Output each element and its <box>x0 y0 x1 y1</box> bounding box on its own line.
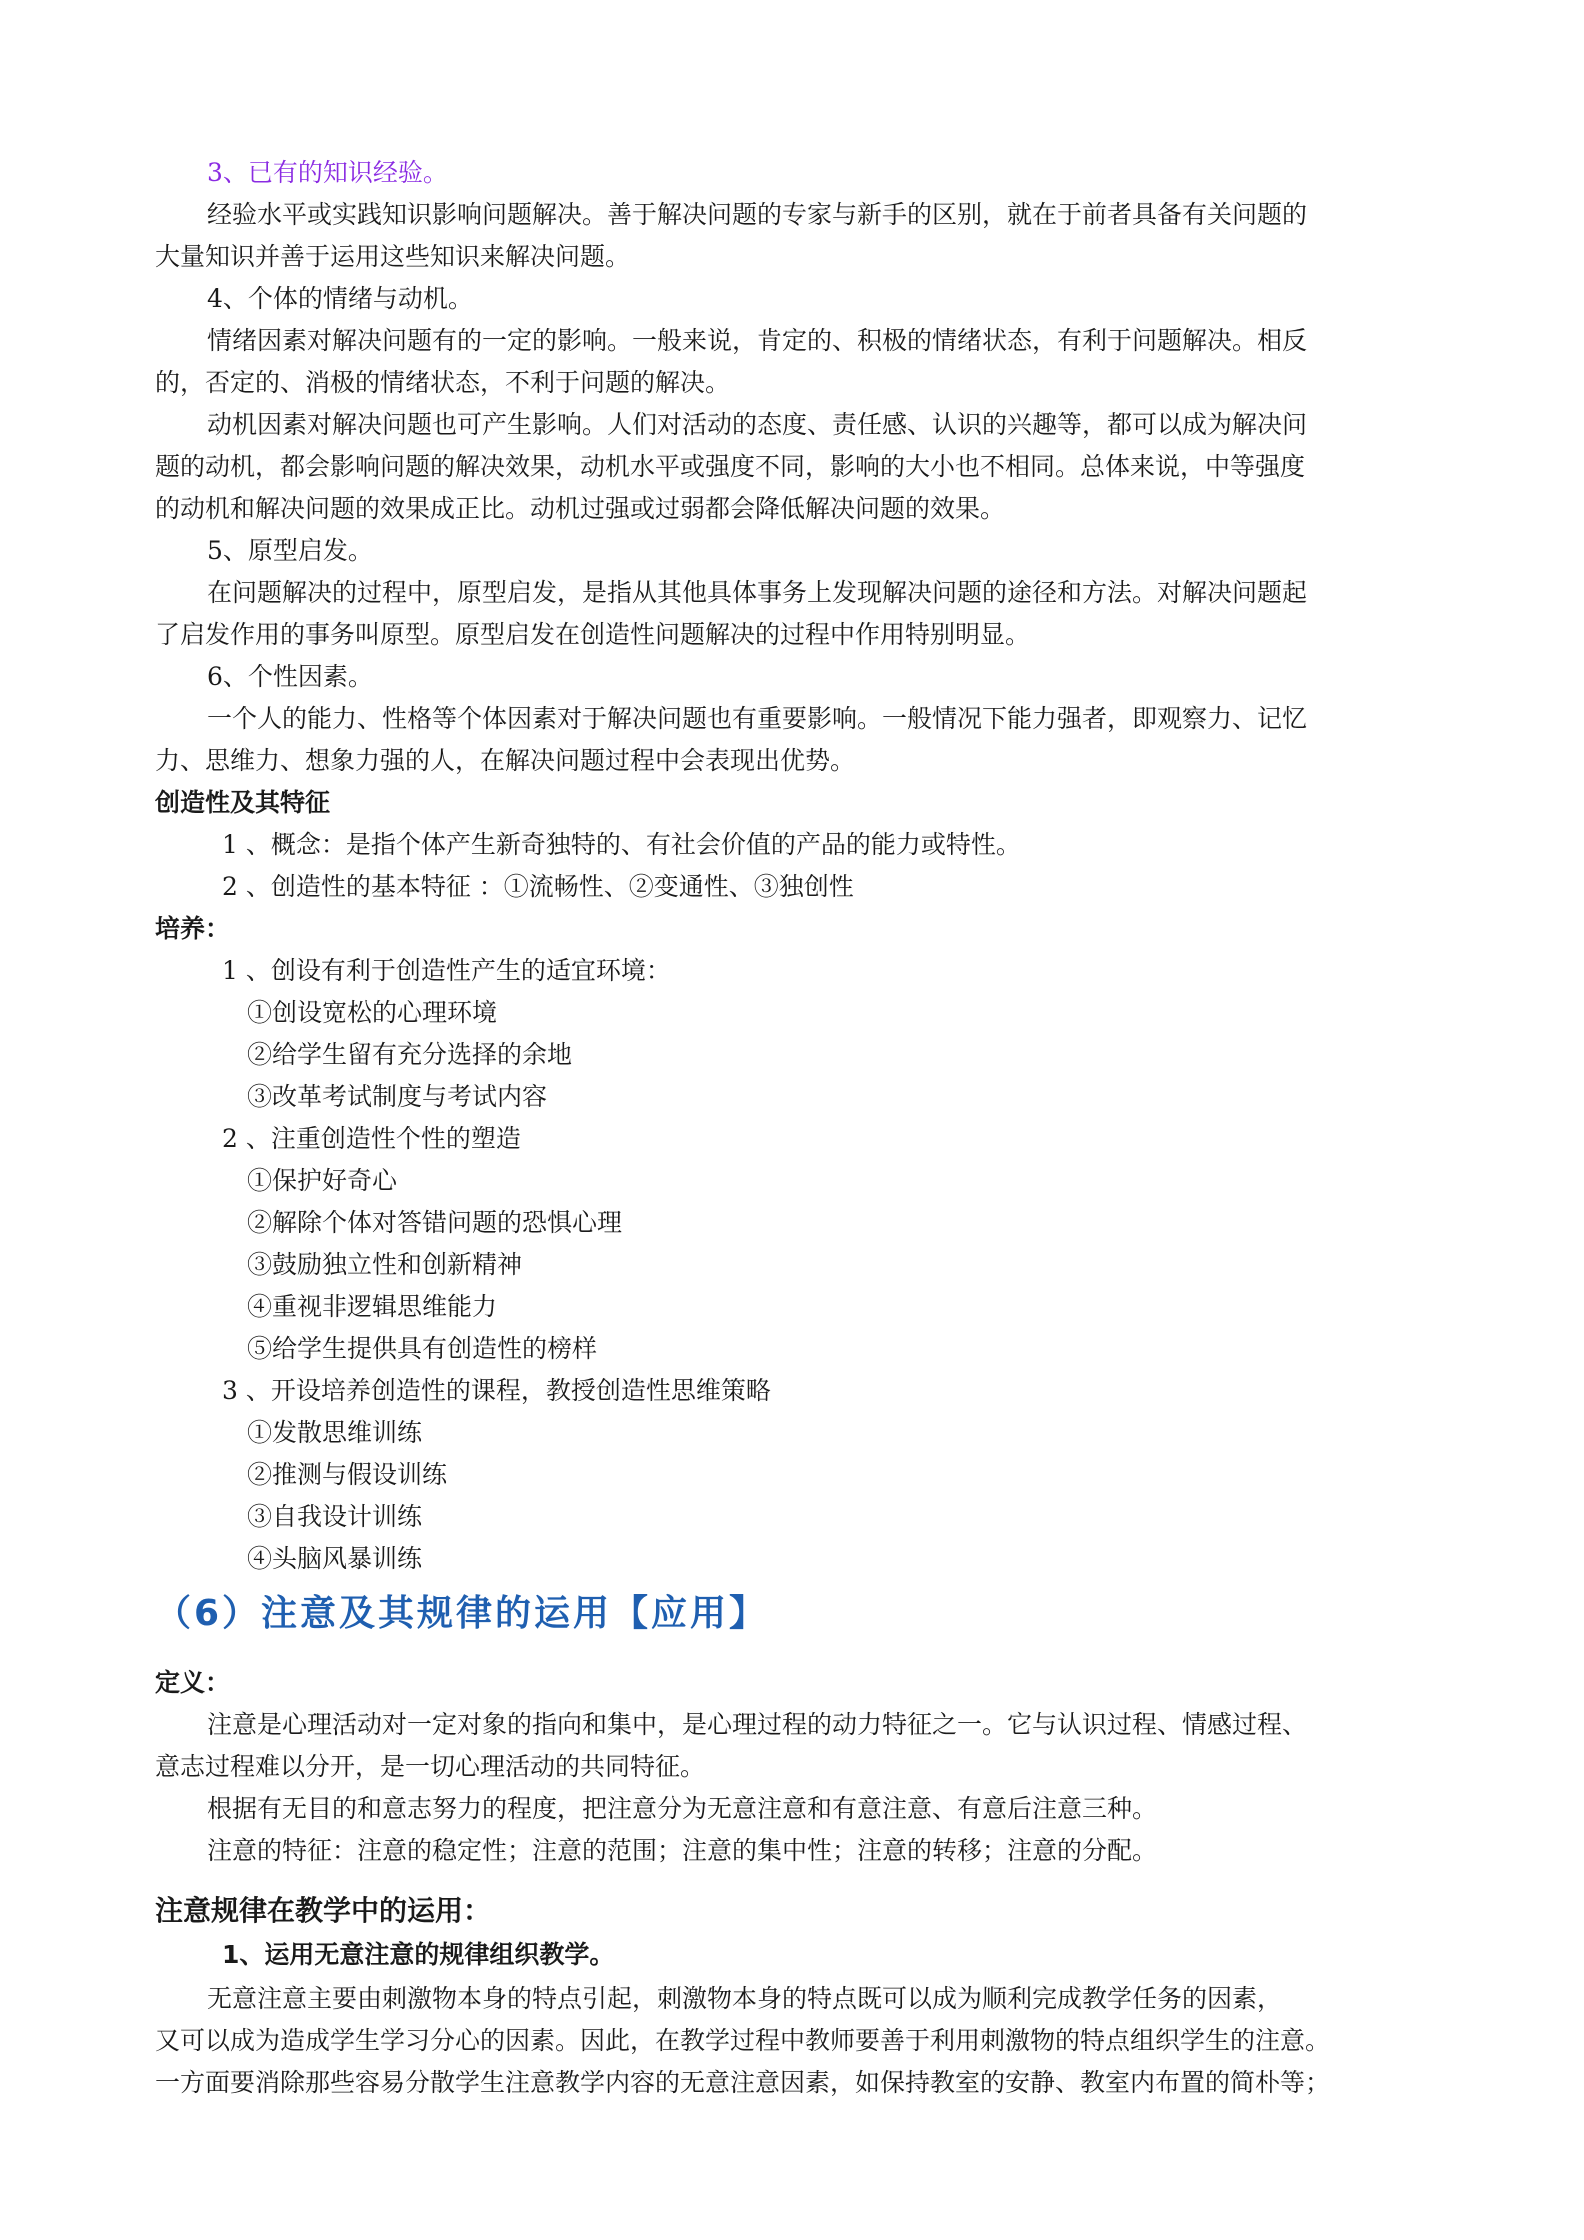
subheading-involuntary-attention: 1、运用无意注意的规律组织教学。 <box>222 1940 615 1969</box>
list-item: ①创设宽松的心理环境 <box>247 998 498 1027</box>
list-item: 3 、开设培养创造性的课程，教授创造性思维策略 <box>222 1376 771 1405</box>
list-item: ②推测与假设训练 <box>247 1460 448 1489</box>
list-item: ③改革考试制度与考试内容 <box>247 1082 548 1111</box>
list-item: ①保护好奇心 <box>247 1166 398 1195</box>
paragraph-line: 经验水平或实践知识影响问题解决。善于解决问题的专家与新手的区别，就在于前者具备有关问题的 <box>207 200 1308 229</box>
list-item: ④重视非逻辑思维能力 <box>247 1292 498 1321</box>
list-item: ③鼓励独立性和创新精神 <box>247 1250 523 1279</box>
list-item: 1 、概念：是指个体产生新奇独特的、有社会价值的产品的能力或特性。 <box>222 830 1021 859</box>
paragraph-line: 的，否定的、消极的情绪状态，不利于问题的解决。 <box>155 368 731 397</box>
paragraph-line: 注意是心理活动对一定对象的指向和集中，是心理过程的动力特征之一。它与认识过程、情感过程、 <box>207 1710 1308 1739</box>
section-heading-creativity: 创造性及其特征 <box>155 788 331 817</box>
paragraph-line: 一个人的能力、性格等个体因素对于解决问题也有重要影响。一般情况下能力强者，即观察力、记忆 <box>207 704 1308 733</box>
list-item: 2 、创造性的基本特征 ：①流畅性、②变通性、③独创性 <box>222 872 854 901</box>
section-heading-definition: 定义： <box>155 1668 231 1697</box>
list-item: 1 、创设有利于创造性产生的适宜环境： <box>222 956 671 985</box>
subheading-prototype: 5、原型启发。 <box>207 536 373 565</box>
paragraph-line: 力、思维力、想象力强的人，在解决问题过程中会表现出优势。 <box>155 746 856 775</box>
list-item: ④头脑风暴训练 <box>247 1544 423 1573</box>
paragraph-line: 情绪因素对解决问题有的一定的影响。一般来说，肯定的、积极的情绪状态，有利于问题解决。相反 <box>207 326 1308 355</box>
paragraph-line: 在问题解决的过程中，原型启发，是指从其他具体事务上发现解决问题的途径和方法。对解决问题起 <box>207 578 1308 607</box>
subheading-knowledge-experience: 3、已有的知识经验。 <box>207 158 448 187</box>
paragraph-line: 了启发作用的事务叫原型。原型启发在创造性问题解决的过程中作用特别明显。 <box>155 620 1031 649</box>
paragraph-line: 大量知识并善于运用这些知识来解决问题。 <box>155 242 631 271</box>
list-item: ⑤给学生提供具有创造性的榜样 <box>247 1334 598 1363</box>
section-heading-cultivation: 培养： <box>155 914 231 943</box>
paragraph-line: 无意注意主要由刺激物本身的特点引起，刺激物本身的特点既可以成为顺利完成教学任务的因素， <box>207 1984 1283 2013</box>
section-heading-attention-in-teaching: 注意规律在教学中的运用： <box>155 1894 492 1927</box>
list-item: ①发散思维训练 <box>247 1418 423 1447</box>
paragraph-line: 动机因素对解决问题也可产生影响。人们对活动的态度、责任感、认识的兴趣等，都可以成为解决问 <box>207 410 1308 439</box>
subheading-personality: 6、个性因素。 <box>207 662 373 691</box>
list-item: ③自我设计训练 <box>247 1502 423 1531</box>
paragraph-line: 题的动机，都会影响问题的解决效果，动机水平或强度不同，影响的大小也不相同。总体来说，中等强度 <box>155 452 1306 481</box>
paragraph-line: 的动机和解决问题的效果成正比。动机过强或过弱都会降低解决问题的效果。 <box>155 494 1006 523</box>
list-item: ②解除个体对答错问题的恐惧心理 <box>247 1208 623 1237</box>
paragraph-line: 注意的特征：注意的稳定性；注意的范围；注意的集中性；注意的转移；注意的分配。 <box>207 1836 1158 1865</box>
chapter-heading-attention: （6）注意及其规律的运用【应用】 <box>155 1593 769 1634</box>
paragraph-line: 根据有无目的和意志努力的程度，把注意分为无意注意和有意注意、有意后注意三种。 <box>207 1794 1158 1823</box>
paragraph-line: 一方面要消除那些容易分散学生注意教学内容的无意注意因素，如保持教室的安静、教室内布置的简朴等； <box>155 2068 1331 2097</box>
subheading-emotion-motivation: 4、个体的情绪与动机。 <box>207 284 473 313</box>
paragraph-line: 意志过程难以分开，是一切心理活动的共同特征。 <box>155 1752 706 1781</box>
list-item: 2 、注重创造性个性的塑造 <box>222 1124 521 1153</box>
list-item: ②给学生留有充分选择的余地 <box>247 1040 573 1069</box>
paragraph-line: 又可以成为造成学生学习分心的因素。因此，在教学过程中教师要善于利用刺激物的特点组织学生的注意。 <box>155 2026 1331 2055</box>
